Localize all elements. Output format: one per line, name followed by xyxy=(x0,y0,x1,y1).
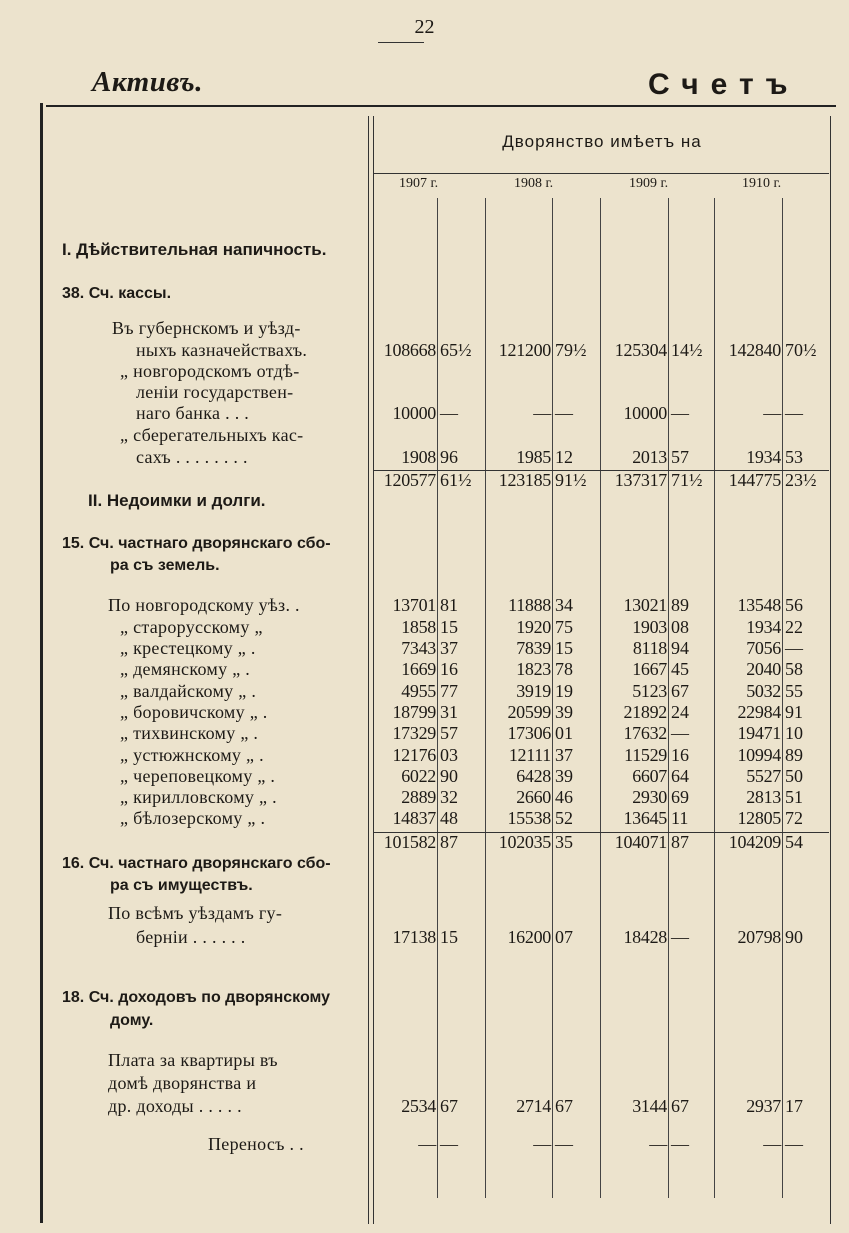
kopecks-value: 54 xyxy=(785,832,803,852)
kopecks-value: 08 xyxy=(671,617,689,637)
kopecks-value: — xyxy=(555,403,573,423)
col-rule xyxy=(782,198,783,1198)
kopecks-value: 67 xyxy=(671,681,689,701)
rubles-value: 14837 xyxy=(392,808,436,828)
rubles-value: 20599 xyxy=(507,702,551,722)
rubles-value: 2937 xyxy=(746,1096,781,1116)
col-rule xyxy=(668,198,669,1198)
header-rule xyxy=(373,173,829,174)
kopecks-value: 11 xyxy=(671,808,689,828)
rubles-value: 7056 xyxy=(746,638,781,658)
kopecks-value: 57 xyxy=(440,723,458,743)
kopecks-value: 37 xyxy=(555,745,573,765)
kopecks-value: 58 xyxy=(785,659,803,679)
kopecks-value: 77 xyxy=(440,681,458,701)
kopecks-value: — xyxy=(671,927,689,947)
section-heading: 38. Сч. кассы. xyxy=(62,285,172,302)
section-heading: 16. Сч. частнаго дворянскаго сбо- xyxy=(62,855,331,872)
kopecks-value: 67 xyxy=(555,1096,573,1116)
kopecks-value: 67 xyxy=(671,1096,689,1116)
section-heading: I. Дѣйствительная напичность. xyxy=(62,240,327,259)
kopecks-value: 89 xyxy=(671,595,689,615)
left-border xyxy=(40,103,43,1223)
kopecks-value: — xyxy=(785,638,803,658)
section-heading: 15. Сч. частнаго дворянскаго сбо- xyxy=(62,535,331,552)
kopecks-value: 03 xyxy=(440,745,458,765)
kopecks-value: 75 xyxy=(555,617,573,637)
kopecks-value: 61½ xyxy=(440,470,472,490)
year-1907: 1907 г. xyxy=(399,176,439,191)
year-1908: 1908 г. xyxy=(514,176,554,191)
row-label: „ новгородскомъ отдѣ- xyxy=(120,361,300,381)
kopecks-value: 90 xyxy=(785,927,803,947)
kopecks-value: 55 xyxy=(785,681,803,701)
rubles-value: 5123 xyxy=(632,681,667,701)
rubles-value: — xyxy=(533,403,551,423)
rubles-value: 21892 xyxy=(623,702,667,722)
kopecks-value: 37 xyxy=(440,638,458,658)
rubles-value: — xyxy=(533,1134,551,1154)
row-label: „ старорусскому „ xyxy=(120,617,263,637)
rubles-value: — xyxy=(763,1134,781,1154)
kopecks-value: 14½ xyxy=(671,340,703,360)
rubles-value: 104071 xyxy=(614,832,667,852)
rubles-value: 108668 xyxy=(383,340,436,360)
kopecks-value: 52 xyxy=(555,808,573,828)
kopecks-value: 53 xyxy=(785,447,803,467)
kopecks-value: 32 xyxy=(440,787,458,807)
row-label: „ демянскому „ . xyxy=(120,659,251,679)
kopecks-value: 15 xyxy=(440,617,458,637)
rubles-value: 17329 xyxy=(392,723,436,743)
kopecks-value: 89 xyxy=(785,745,803,765)
rubles-value: 120577 xyxy=(383,470,436,490)
rubles-value: 2660 xyxy=(516,787,551,807)
rubles-value: 16200 xyxy=(507,927,551,947)
row-label: леніи государствен- xyxy=(136,382,294,402)
kopecks-value: 96 xyxy=(440,447,458,467)
kopecks-value: 91 xyxy=(785,702,803,722)
row-label: „ тихвинскому „ . xyxy=(120,723,259,743)
row-label: „ крестецкому „ . xyxy=(120,638,256,658)
kopecks-value: 31 xyxy=(440,702,458,722)
row-label: Въ губернскомъ и уѣзд- xyxy=(112,318,301,338)
kopecks-value: — xyxy=(671,1134,689,1154)
kopecks-value: 22 xyxy=(785,617,803,637)
kopecks-value: 72 xyxy=(785,808,803,828)
rubles-value: 17306 xyxy=(507,723,551,743)
rubles-value: 2889 xyxy=(401,787,436,807)
rubles-value: 2813 xyxy=(746,787,781,807)
rubles-value: 3919 xyxy=(516,681,551,701)
kopecks-value: 67 xyxy=(440,1096,458,1116)
kopecks-value: 71½ xyxy=(671,470,703,490)
kopecks-value: 78 xyxy=(555,659,573,679)
rubles-value: 125304 xyxy=(614,340,667,360)
row-label: др. доходы . . . . . xyxy=(108,1096,242,1116)
rubles-value: 2040 xyxy=(746,659,781,679)
rubles-value: 1903 xyxy=(632,617,667,637)
rubles-value: 1934 xyxy=(746,447,781,467)
rubles-value: 1669 xyxy=(401,659,436,679)
rubles-value: 7839 xyxy=(516,638,551,658)
kopecks-value: — xyxy=(440,403,458,423)
row-label: „ сберегательныхъ кас- xyxy=(120,425,304,445)
row-label: „ боровичскому „ . xyxy=(120,702,268,722)
rubles-value: 1908 xyxy=(401,447,436,467)
rubles-value: 8118 xyxy=(632,638,667,658)
heading-aktiv: Активъ. xyxy=(92,66,203,98)
rubles-value: 18799 xyxy=(392,702,436,722)
section-heading: 18. Сч. доходовъ по дворянскому xyxy=(62,989,331,1006)
rubles-value: 13645 xyxy=(623,808,667,828)
kopecks-value: 34 xyxy=(555,595,573,615)
row-label: сахъ . . . . . . . . xyxy=(136,447,248,467)
kopecks-value: 90 xyxy=(440,766,458,786)
rubles-value: 1667 xyxy=(632,659,667,679)
rubles-value: 104209 xyxy=(728,832,781,852)
kopecks-value: 35 xyxy=(555,832,573,852)
rubles-value: 12176 xyxy=(392,745,436,765)
kopecks-value: 87 xyxy=(440,832,458,852)
row-label: наго банка . . . xyxy=(136,403,250,423)
rubles-value: 142840 xyxy=(728,340,781,360)
page-number-rule xyxy=(378,42,424,43)
kopecks-value: 69 xyxy=(671,787,689,807)
rubles-value: 13701 xyxy=(392,595,436,615)
kopecks-value: 07 xyxy=(555,927,573,947)
kopecks-value: 57 xyxy=(671,447,689,467)
section-heading: ра съ земель. xyxy=(110,557,220,574)
kopecks-value: 46 xyxy=(555,787,573,807)
kopecks-value: — xyxy=(671,723,689,743)
row-label: „ устюжнскому „ . xyxy=(120,745,264,765)
rubles-value: 1858 xyxy=(401,617,436,637)
rubles-value: 102035 xyxy=(498,832,551,852)
kopecks-value: 50 xyxy=(785,766,803,786)
kopecks-value: 65½ xyxy=(440,340,472,360)
kopecks-value: 16 xyxy=(440,659,458,679)
kopecks-value: 10 xyxy=(785,723,803,743)
column-caption: Дворянство имѣетъ на xyxy=(502,132,702,151)
year-1909: 1909 г. xyxy=(629,176,669,191)
rubles-value: 1985 xyxy=(516,447,551,467)
row-label: Плата за квартиры въ xyxy=(108,1050,278,1070)
row-label: „ череповецкому „ . xyxy=(120,766,276,786)
rubles-value: — xyxy=(763,403,781,423)
right-border xyxy=(830,116,831,1224)
rubles-value: 2714 xyxy=(516,1096,551,1116)
rubles-value: 17632 xyxy=(623,723,667,743)
kopecks-value: 15 xyxy=(555,638,573,658)
rubles-value: 12111 xyxy=(508,745,551,765)
rubles-value: 20798 xyxy=(737,927,781,947)
kopecks-value: 39 xyxy=(555,702,573,722)
row-label: По новгородскому уѣз. . xyxy=(108,595,300,615)
row-label: ныхъ казначействахъ. xyxy=(136,340,308,360)
top-rule xyxy=(46,105,836,107)
kopecks-value: 19 xyxy=(555,681,573,701)
rubles-value: 5527 xyxy=(746,766,781,786)
rubles-value: 123185 xyxy=(498,470,551,490)
rubles-value: 10000 xyxy=(623,403,667,423)
rubles-value: 7343 xyxy=(401,638,436,658)
rubles-value: 10000 xyxy=(392,403,436,423)
heading-schet: Счетъ xyxy=(648,68,800,101)
column-divider-left xyxy=(368,116,369,1224)
kopecks-value: 81 xyxy=(440,595,458,615)
row-label: домѣ дворянства и xyxy=(108,1073,257,1093)
col-rule xyxy=(485,198,486,1198)
row-label: По всѣмъ уѣздамъ гу- xyxy=(108,903,283,923)
col-rule xyxy=(600,198,601,1198)
rubles-value: 12805 xyxy=(737,808,781,828)
col-rule xyxy=(552,198,553,1198)
rubles-value: 121200 xyxy=(498,340,551,360)
kopecks-value: 94 xyxy=(671,638,689,658)
kopecks-value: — xyxy=(671,403,689,423)
rubles-value: 2930 xyxy=(632,787,667,807)
section-heading: ра съ имуществъ. xyxy=(110,877,253,894)
kopecks-value: — xyxy=(785,403,803,423)
rubles-value: 2013 xyxy=(632,447,667,467)
column-divider-right xyxy=(373,116,374,1224)
kopecks-value: 79½ xyxy=(555,340,587,360)
rubles-value: 1823 xyxy=(516,659,551,679)
rubles-value: 1920 xyxy=(516,617,551,637)
year-1910: 1910 г. xyxy=(742,176,782,191)
kopecks-value: 23½ xyxy=(785,470,817,490)
row-label: берніи . . . . . . xyxy=(136,927,246,947)
kopecks-value: 12 xyxy=(555,447,573,467)
rubles-value: 6022 xyxy=(401,766,436,786)
rubles-value: 4955 xyxy=(401,681,436,701)
rubles-value: 15538 xyxy=(507,808,551,828)
rubles-value: 13021 xyxy=(623,595,667,615)
rubles-value: 18428 xyxy=(623,927,667,947)
rubles-value: 6607 xyxy=(632,766,667,786)
rubles-value: — xyxy=(649,1134,667,1154)
rubles-value: 3144 xyxy=(632,1096,667,1116)
col-rule xyxy=(437,198,438,1198)
kopecks-value: 91½ xyxy=(555,470,587,490)
rubles-value: 2534 xyxy=(401,1096,436,1116)
col-rule xyxy=(714,198,715,1198)
kopecks-value: 17 xyxy=(785,1096,803,1116)
kopecks-value: 39 xyxy=(555,766,573,786)
kopecks-value: 51 xyxy=(785,787,803,807)
rubles-value: 17138 xyxy=(392,927,436,947)
row-label: „ бѣлозерскому „ . xyxy=(120,808,266,828)
kopecks-value: — xyxy=(785,1134,803,1154)
page-number: 22 xyxy=(414,16,435,38)
row-label: „ валдайскому „ . xyxy=(120,681,257,701)
rubles-value: 13548 xyxy=(737,595,781,615)
kopecks-value: 70½ xyxy=(785,340,817,360)
row-label: „ кирилловскому „ . xyxy=(120,787,277,807)
rubles-value: 6428 xyxy=(516,766,551,786)
kopecks-value: 01 xyxy=(555,723,573,743)
kopecks-value: — xyxy=(440,1134,458,1154)
rubles-value: 11529 xyxy=(624,745,667,765)
kopecks-value: — xyxy=(555,1134,573,1154)
kopecks-value: 64 xyxy=(671,766,689,786)
row-label: Переносъ . . xyxy=(208,1134,304,1154)
rubles-value: 101582 xyxy=(383,832,436,852)
kopecks-value: 56 xyxy=(785,595,803,615)
kopecks-value: 45 xyxy=(671,659,689,679)
rubles-value: — xyxy=(418,1134,436,1154)
rubles-value: 1934 xyxy=(746,617,781,637)
kopecks-value: 24 xyxy=(671,702,689,722)
section-heading: II. Недоимки и долги. xyxy=(88,491,266,510)
kopecks-value: 48 xyxy=(440,808,458,828)
rubles-value: 144775 xyxy=(728,470,781,490)
rubles-value: 19471 xyxy=(737,723,781,743)
section-heading: дому. xyxy=(110,1012,154,1029)
kopecks-value: 15 xyxy=(440,927,458,947)
rubles-value: 137317 xyxy=(614,470,667,490)
kopecks-value: 16 xyxy=(671,745,689,765)
rubles-value: 5032 xyxy=(746,681,781,701)
rubles-value: 11888 xyxy=(508,595,551,615)
kopecks-value: 87 xyxy=(671,832,689,852)
rubles-value: 22984 xyxy=(737,702,781,722)
rubles-value: 10994 xyxy=(737,745,781,765)
